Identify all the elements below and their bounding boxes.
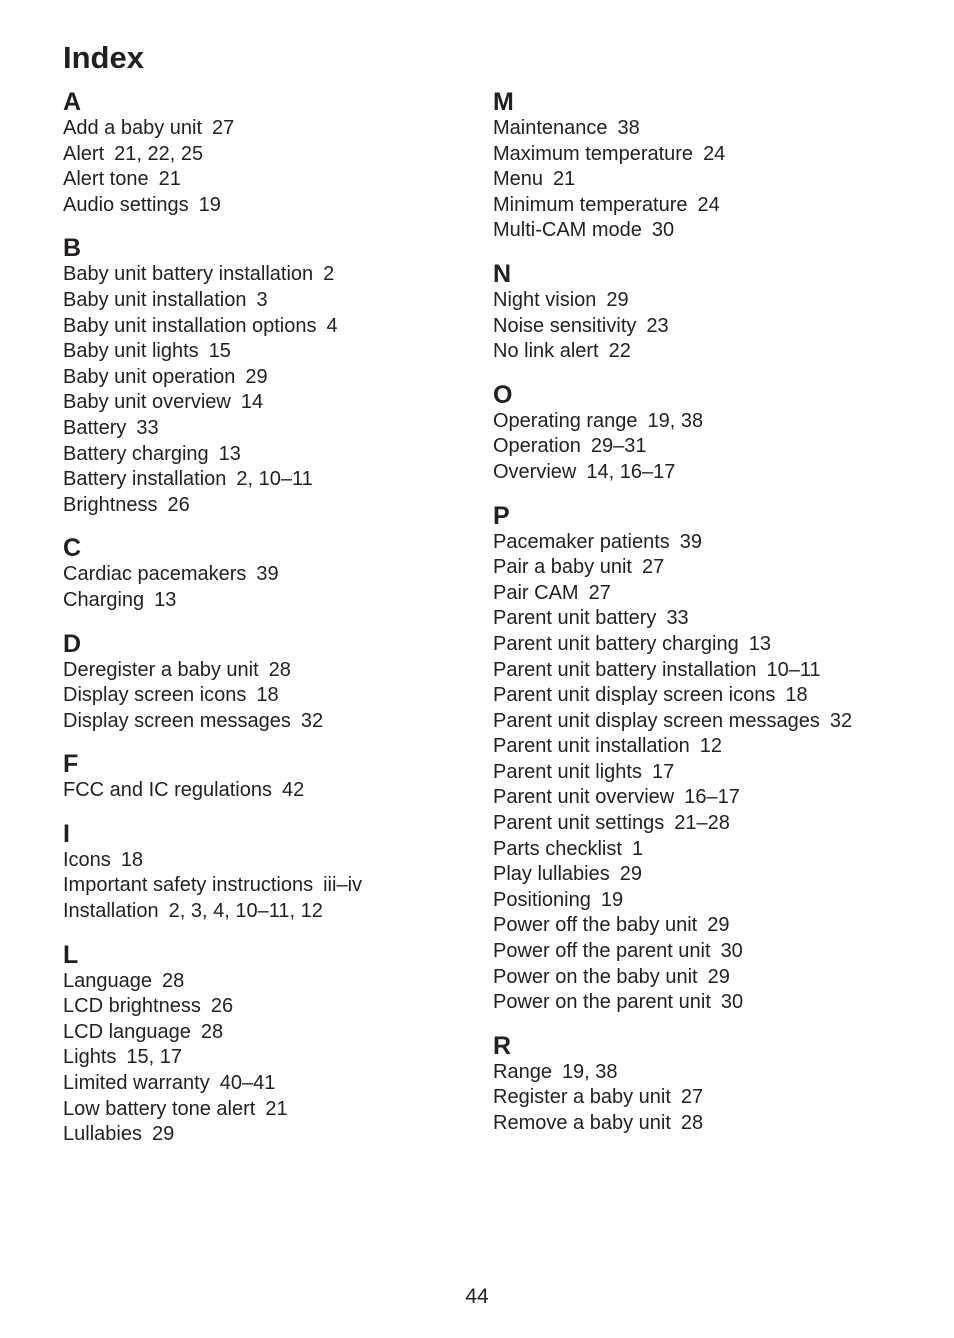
index-entry bbox=[493, 760, 933, 786]
section-letter: P bbox=[493, 501, 510, 530]
index-page-ref: 21 bbox=[553, 168, 576, 191]
index-entry bbox=[63, 390, 503, 416]
index-page-ref: 10–11 bbox=[766, 658, 821, 681]
section-letter: F bbox=[63, 750, 79, 779]
index-term: Night vision bbox=[493, 288, 597, 311]
index-term: Play lullabies bbox=[493, 863, 610, 886]
index-page-ref: 21 bbox=[265, 1097, 288, 1120]
index-page-ref: 32 bbox=[300, 709, 324, 732]
index-term: Overview bbox=[493, 460, 577, 483]
index-entry bbox=[493, 658, 933, 684]
index-entry bbox=[63, 709, 503, 735]
index-page-ref: 33 bbox=[666, 607, 689, 630]
index-page-ref: 4 bbox=[326, 314, 338, 337]
index-term: Parent unit display screen messages bbox=[493, 709, 820, 732]
index-page-ref: 19, 38 bbox=[647, 409, 704, 432]
index-term: LCD brightness bbox=[63, 995, 201, 1018]
index-term: Lights bbox=[63, 1046, 117, 1069]
index-entry bbox=[493, 193, 933, 219]
index-page-ref: 29 bbox=[606, 288, 629, 311]
index-page-ref: 28 bbox=[680, 1112, 704, 1134]
index-term: Lullabies bbox=[63, 1123, 142, 1146]
index-section-d bbox=[63, 630, 503, 735]
index-page-ref: 30 bbox=[720, 991, 744, 1014]
index-page-ref: 32 bbox=[829, 709, 853, 732]
index-page-ref: 27 bbox=[680, 1086, 704, 1109]
index-page-ref: 14 bbox=[240, 391, 264, 414]
index-term: Pair CAM bbox=[493, 581, 579, 604]
index-page-ref: 30 bbox=[651, 219, 675, 242]
index-term: Battery installation bbox=[63, 468, 227, 491]
index-entry bbox=[493, 606, 933, 632]
page-title: Index bbox=[63, 40, 144, 75]
index-term: Cardiac pacemakers bbox=[63, 563, 247, 586]
index-entry bbox=[63, 848, 503, 874]
index-entry bbox=[493, 632, 933, 658]
index-entry bbox=[63, 416, 503, 442]
index-entry bbox=[63, 288, 503, 314]
index-entry bbox=[493, 734, 933, 760]
index-term: Parent unit battery charging bbox=[493, 632, 739, 655]
index-term: Pair a baby unit bbox=[493, 556, 632, 579]
index-page-ref: 14, 16–17 bbox=[586, 460, 676, 483]
index-page-ref: 16–17 bbox=[684, 786, 740, 809]
index-page-ref: 27 bbox=[212, 117, 235, 139]
index-page-ref: 28 bbox=[200, 1020, 224, 1043]
index-term: Limited warranty bbox=[63, 1072, 210, 1095]
index-page-ref: 33 bbox=[136, 416, 159, 439]
index-term: Alert bbox=[63, 142, 105, 165]
index-page-ref: 28 bbox=[161, 969, 185, 992]
index-term: Display screen icons bbox=[63, 684, 247, 707]
index-entry bbox=[493, 530, 933, 556]
index-term: Installation bbox=[63, 900, 159, 923]
index-term: Power off the baby unit bbox=[493, 914, 698, 937]
index-page-ref: 3 bbox=[256, 288, 268, 311]
index-term: Baby unit overview bbox=[63, 391, 231, 414]
index-page-ref: 1 bbox=[631, 837, 644, 860]
index-section-f bbox=[63, 750, 503, 804]
index-entry bbox=[493, 785, 933, 811]
index-section-r bbox=[493, 1032, 933, 1137]
index-page-ref: 15, 17 bbox=[126, 1046, 182, 1069]
index-page-ref: 26 bbox=[167, 493, 190, 516]
index-term: Positioning bbox=[493, 888, 591, 911]
index-page-ref: 38 bbox=[617, 117, 640, 139]
index-entry bbox=[63, 365, 503, 391]
index-term: Deregister a baby unit bbox=[63, 658, 259, 681]
index-entry bbox=[63, 588, 503, 614]
index-page-ref: 12 bbox=[699, 735, 723, 758]
section-letter: B bbox=[63, 234, 82, 263]
index-entry bbox=[63, 683, 503, 709]
index-page-ref: 18 bbox=[120, 848, 144, 871]
index-column-left bbox=[63, 88, 503, 1164]
index-entry bbox=[63, 167, 503, 193]
index-page-ref: 21, 22, 25 bbox=[114, 142, 204, 165]
index-page-ref: 18 bbox=[256, 684, 279, 707]
index-page-ref: 24 bbox=[697, 193, 720, 216]
index-page-ref: 13 bbox=[154, 588, 177, 611]
index-entry bbox=[493, 939, 933, 965]
index-entry bbox=[63, 193, 503, 219]
index-term: Battery bbox=[63, 416, 127, 439]
index-entry bbox=[63, 1045, 503, 1071]
index-entry bbox=[63, 969, 503, 995]
index-section-i bbox=[63, 820, 503, 925]
index-section-p bbox=[493, 502, 933, 1016]
index-page-ref: 17 bbox=[651, 760, 675, 783]
page-number: 44 bbox=[465, 1285, 489, 1308]
index-term: Power off the parent unit bbox=[493, 940, 711, 963]
index-section-o bbox=[493, 381, 933, 486]
index-term: Audio settings bbox=[63, 193, 189, 216]
index-entry bbox=[493, 116, 933, 142]
index-entry bbox=[63, 339, 503, 365]
index-entry bbox=[63, 778, 503, 804]
index-entry bbox=[63, 262, 503, 288]
index-entry bbox=[493, 1060, 933, 1086]
index-term: Parent unit display screen icons bbox=[493, 684, 776, 707]
index-entry bbox=[493, 218, 933, 244]
index-term: Baby unit battery installation bbox=[63, 263, 314, 286]
index-page-ref: 18 bbox=[785, 684, 808, 707]
section-letter: L bbox=[63, 940, 79, 969]
index-term: Parent unit lights bbox=[493, 760, 642, 783]
index-page-ref: 27 bbox=[641, 556, 665, 579]
index-page-ref: 26 bbox=[210, 995, 234, 1018]
index-term: Baby unit operation bbox=[63, 365, 236, 388]
index-term: Operating range bbox=[493, 409, 638, 432]
index-page-ref: 24 bbox=[703, 142, 726, 165]
index-term: Baby unit lights bbox=[63, 340, 199, 363]
index-entry bbox=[493, 581, 933, 607]
index-page-ref: 29 bbox=[619, 863, 642, 886]
index-entry bbox=[63, 142, 503, 168]
index-term: Battery charging bbox=[63, 442, 209, 465]
index-entry bbox=[63, 493, 503, 519]
index-page-ref: 22 bbox=[608, 340, 631, 363]
index-entry bbox=[493, 888, 933, 914]
index-entry bbox=[493, 683, 933, 709]
index-term: Power on the baby unit bbox=[493, 965, 698, 988]
index-entry bbox=[493, 167, 933, 193]
index-term: Maintenance bbox=[493, 117, 608, 139]
index-term: Low battery tone alert bbox=[63, 1097, 256, 1120]
index-page-ref: 19, 38 bbox=[561, 1060, 618, 1083]
index-entry bbox=[63, 1020, 503, 1046]
index-entry bbox=[493, 709, 933, 735]
section-letter: D bbox=[63, 629, 82, 658]
index-term: Charging bbox=[63, 588, 145, 611]
index-entry bbox=[63, 467, 503, 493]
index-section-c bbox=[63, 534, 503, 613]
index-entry bbox=[493, 288, 933, 314]
index-term: Power on the parent unit bbox=[493, 991, 711, 1014]
section-letter: I bbox=[63, 819, 70, 848]
index-page-ref: 23 bbox=[646, 314, 669, 337]
index-entry bbox=[63, 1122, 503, 1148]
index-entry bbox=[493, 555, 933, 581]
index-entry bbox=[63, 116, 503, 142]
index-entry bbox=[493, 339, 933, 365]
section-letter: M bbox=[493, 88, 514, 116]
index-entry bbox=[493, 811, 933, 837]
index-section-a bbox=[63, 88, 503, 218]
index-term: Parent unit installation bbox=[493, 735, 690, 758]
index-entry bbox=[493, 913, 933, 939]
index-entry bbox=[63, 658, 503, 684]
index-entry bbox=[493, 142, 933, 168]
index-term: Icons bbox=[63, 848, 111, 871]
index-page-ref: 19 bbox=[198, 193, 221, 216]
section-letter: O bbox=[493, 380, 513, 409]
index-section-n bbox=[493, 260, 933, 365]
index-term: Parts checklist bbox=[493, 837, 622, 860]
index-term: Add a baby unit bbox=[63, 117, 202, 139]
index-entry bbox=[493, 965, 933, 991]
index-term: Parent unit settings bbox=[493, 812, 665, 835]
index-term: Brightness bbox=[63, 493, 158, 516]
index-page-ref: 29–31 bbox=[590, 435, 647, 458]
index-entry bbox=[493, 1111, 933, 1137]
index-entry bbox=[493, 1085, 933, 1111]
index-page-ref: 19 bbox=[600, 888, 624, 911]
index-term: Range bbox=[493, 1060, 552, 1083]
index-page-ref: 21 bbox=[158, 168, 181, 191]
index-entry bbox=[493, 434, 933, 460]
index-page-ref: 29 bbox=[151, 1123, 175, 1146]
index-term: LCD language bbox=[63, 1020, 191, 1043]
index-term: Language bbox=[63, 969, 152, 992]
index-page-ref: 2, 3, 4, 10–11, 12 bbox=[168, 900, 323, 923]
index-term: Parent unit battery bbox=[493, 607, 657, 630]
index-entry bbox=[63, 314, 503, 340]
index-term: Alert tone bbox=[63, 168, 149, 191]
index-page-ref: iii–iv bbox=[323, 874, 363, 897]
index-page-ref: 29 bbox=[707, 965, 730, 988]
index-page-ref: 40–41 bbox=[219, 1072, 276, 1095]
index-term: Parent unit overview bbox=[493, 786, 675, 809]
section-letter: N bbox=[493, 259, 512, 288]
section-letter: R bbox=[493, 1031, 512, 1060]
index-entry bbox=[493, 409, 933, 435]
index-entry bbox=[63, 442, 503, 468]
index-term: Display screen messages bbox=[63, 709, 291, 732]
index-page-ref: 29 bbox=[245, 365, 268, 388]
index-entry bbox=[493, 990, 933, 1016]
index-page-ref: 30 bbox=[720, 940, 743, 963]
index-entry bbox=[63, 994, 503, 1020]
index-section-m bbox=[493, 88, 933, 244]
index-entry bbox=[63, 1097, 503, 1123]
index-section-b bbox=[63, 234, 503, 518]
index-page-ref: 13 bbox=[218, 442, 241, 465]
index-term: No link alert bbox=[493, 340, 599, 363]
index-entry bbox=[493, 862, 933, 888]
index-term: Operation bbox=[493, 435, 581, 458]
index-term: Multi-CAM mode bbox=[493, 219, 642, 242]
index-entry bbox=[493, 460, 933, 486]
index-entry bbox=[63, 1071, 503, 1097]
index-page-ref: 15 bbox=[208, 340, 231, 363]
index-entry bbox=[63, 562, 503, 588]
index-page-ref: 39 bbox=[256, 563, 279, 586]
index-term: Pacemaker patients bbox=[493, 530, 670, 553]
index-entry bbox=[493, 314, 933, 340]
index-term: Register a baby unit bbox=[493, 1086, 671, 1109]
index-term: Maximum temperature bbox=[493, 142, 694, 165]
index-page-ref: 2, 10–11 bbox=[236, 468, 313, 491]
index-entry bbox=[63, 873, 503, 899]
index-term: Remove a baby unit bbox=[493, 1112, 671, 1134]
index-page-ref: 42 bbox=[281, 779, 305, 802]
index-term: Minimum temperature bbox=[493, 193, 688, 216]
index-page-ref: 21–28 bbox=[674, 812, 730, 835]
index-term: FCC and IC regulations bbox=[63, 779, 272, 802]
index-page-ref: 2 bbox=[323, 263, 335, 286]
index-term: Important safety instructions bbox=[63, 874, 314, 897]
index-entry bbox=[63, 899, 503, 925]
index-term: Parent unit battery installation bbox=[493, 658, 757, 681]
index-term: Baby unit installation bbox=[63, 288, 247, 311]
index-page-ref: 39 bbox=[679, 530, 703, 553]
index-term: Baby unit installation options bbox=[63, 314, 317, 337]
index-page-ref: 28 bbox=[268, 658, 291, 681]
index-entry bbox=[493, 837, 933, 863]
index-term: Menu bbox=[493, 168, 544, 191]
index-page-ref: 29 bbox=[707, 914, 730, 937]
index-term: Noise sensitivity bbox=[493, 314, 637, 337]
index-page-ref: 27 bbox=[588, 581, 611, 604]
index-section-l bbox=[63, 941, 503, 1148]
section-letter: C bbox=[63, 534, 82, 563]
index-page-ref: 13 bbox=[748, 632, 771, 655]
section-letter: A bbox=[63, 88, 82, 116]
index-column-right bbox=[493, 88, 933, 1153]
